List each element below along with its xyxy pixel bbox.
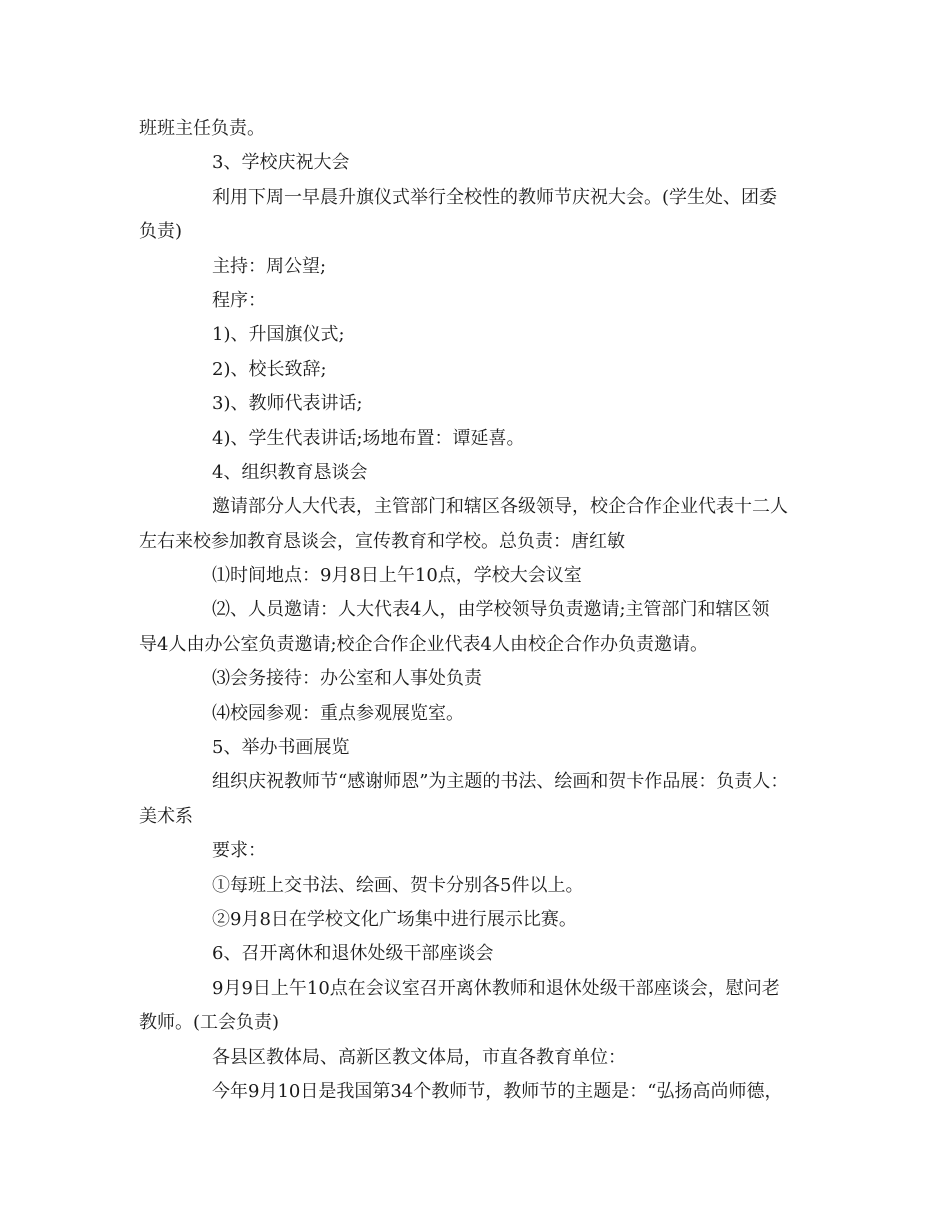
paragraph-line: 程序： xyxy=(212,289,266,311)
paragraph-line: 要求： xyxy=(212,840,266,862)
list-item: 1)、升国旗仪式; xyxy=(212,324,345,346)
list-item: ⑶会务接待：办公室和人事处负责 xyxy=(212,668,482,690)
paragraph-line: 主持：周公望; xyxy=(212,255,327,277)
paragraph-line: 利用下周一早晨升旗仪式举行全校性的教师节庆祝大会。(学生处、团委 xyxy=(212,186,778,208)
paragraph-line: 教师。(工会负责) xyxy=(139,1012,280,1034)
list-item: ⑷校园参观：重点参观展览室。 xyxy=(212,702,464,724)
paragraph-line: 左右来校参加教育恳谈会，宣传教育和学校。总负责：唐红敏 xyxy=(139,530,625,552)
paragraph-line: 今年9月10日是我国第34个教师节，教师节的主题是：“弘扬高尚师德， xyxy=(212,1080,783,1102)
list-item: 4)、学生代表讲话;场地布置：谭延喜。 xyxy=(212,427,525,449)
list-item: ⑵、人员邀请：人大代表4人，由学校领导负责邀请;主管部门和辖区领 xyxy=(212,599,770,621)
section-heading: 3、学校庆祝大会 xyxy=(212,152,350,174)
list-item: ⑴时间地点：9月8日上午10点，学校大会议室 xyxy=(212,565,582,587)
list-item: ②9月8日在学校文化广场集中进行展示比赛。 xyxy=(212,908,577,930)
section-heading: 6、召开离休和退休处级干部座谈会 xyxy=(212,943,494,965)
list-item: 3)、教师代表讲话; xyxy=(212,393,363,415)
paragraph-line: 导4人由办公室负责邀请;校企合作企业代表4人由校企合作办负责邀请。 xyxy=(139,633,708,655)
section-heading: 4、组织教育恳谈会 xyxy=(212,461,368,483)
paragraph-line: 9月9日上午10点在会议室召开离休教师和退休处级干部座谈会，慰问老 xyxy=(212,977,780,999)
list-item: ①每班上交书法、绘画、贺卡分别各5件以上。 xyxy=(212,874,584,896)
document-body xyxy=(139,112,819,1109)
paragraph-line: 班班主任负责。 xyxy=(139,118,265,139)
paragraph-line: 邀请部分人大代表，主管部门和辖区各级领导，校企合作企业代表十二人 xyxy=(212,496,788,518)
paragraph-line: 负责) xyxy=(139,221,183,243)
paragraph-line: 组织庆祝教师节“感谢师恩”为主题的书法、绘画和贺卡作品展：负责人： xyxy=(212,771,789,793)
paragraph-line: 美术系 xyxy=(139,805,193,827)
list-item: 2)、校长致辞; xyxy=(212,358,327,380)
paragraph-line: 各县区教体局、高新区教文体局，市直各教育单位： xyxy=(212,1046,626,1068)
section-heading: 5、举办书画展览 xyxy=(212,737,350,759)
